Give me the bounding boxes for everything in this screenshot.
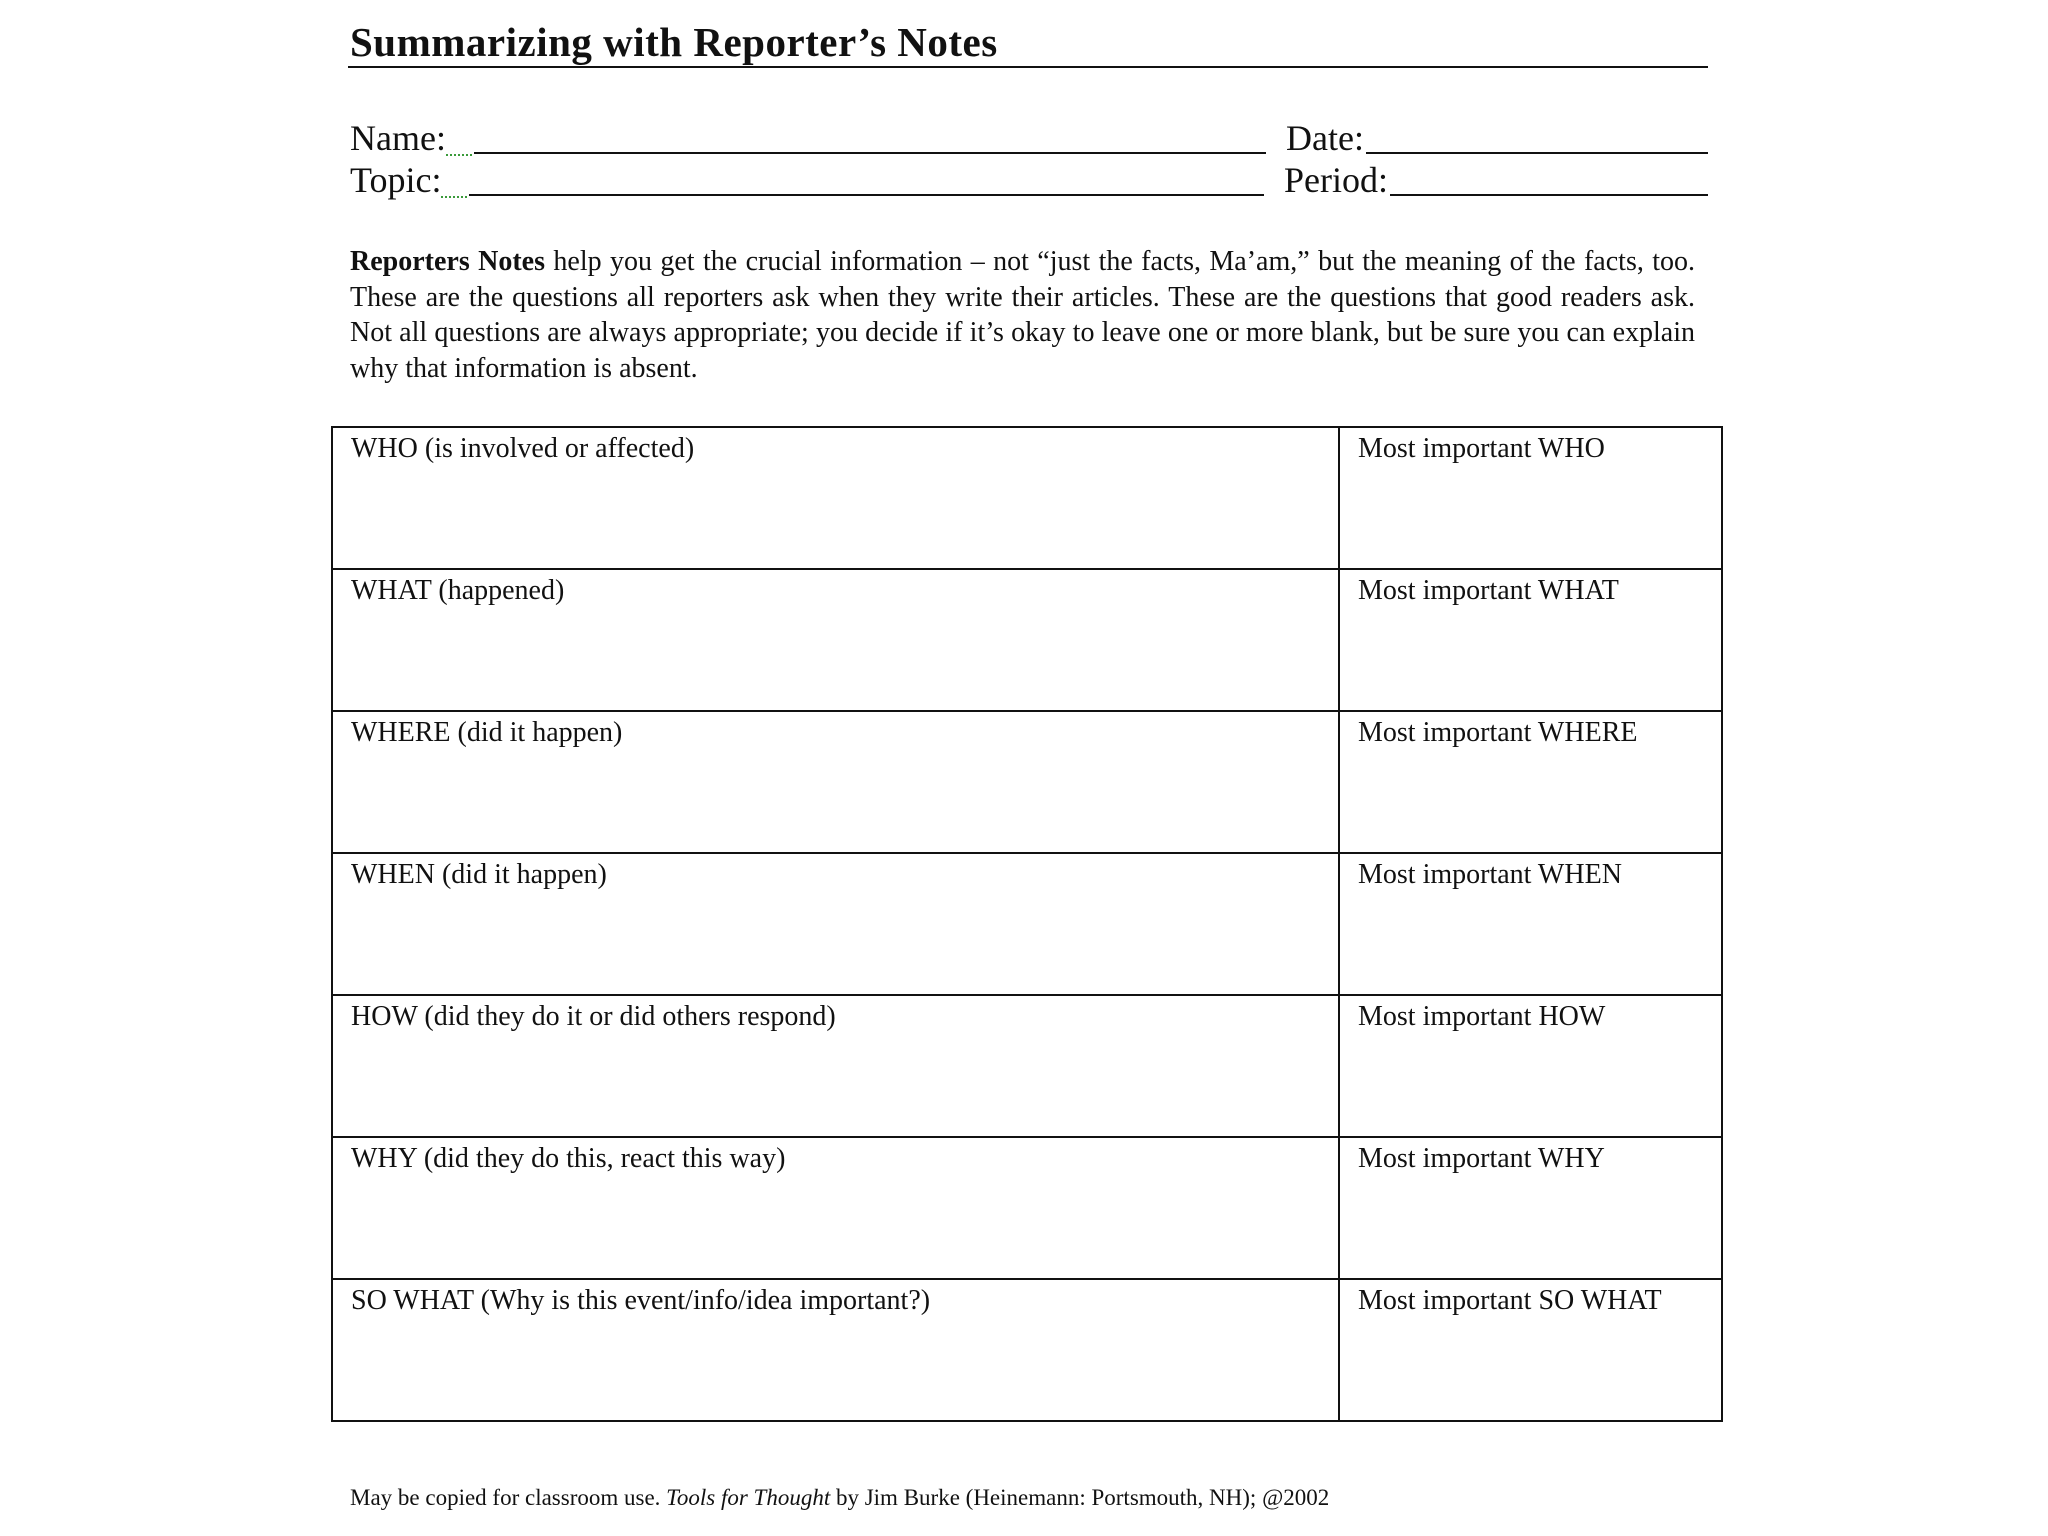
- question-cell-when[interactable]: WHEN (did it happen): [332, 853, 1339, 995]
- spellcheck-squiggle: [441, 190, 467, 198]
- intro-body: help you get the crucial information – not “just the facts, Ma’am,” but the meaning of the facts, too. These are the questions all reporters ask when they write their articles. These are the questions that good readers ask. Not all questions are always appropriate; you decide if it’s okay to leave one or more blank, but be sure you can explain why that information is absent.: [350, 246, 1696, 384]
- footer-suffix: by Jim Burke (Heinemann: Portsmouth, NH); @2002: [830, 1485, 1330, 1510]
- date-field[interactable]: [1286, 118, 1708, 158]
- question-cell-where[interactable]: WHERE (did it happen): [332, 711, 1339, 853]
- period-blank-line[interactable]: [1390, 194, 1708, 196]
- footer-book-title: Tools for Thought: [666, 1485, 831, 1510]
- name-field[interactable]: [350, 118, 1266, 158]
- question-cell-who[interactable]: WHO (is involved or affected): [332, 427, 1339, 569]
- topic-label: Topic:: [350, 160, 442, 200]
- question-cell-why[interactable]: WHY (did they do this, react this way): [332, 1137, 1339, 1279]
- spellcheck-squiggle: [446, 148, 472, 156]
- name-blank-line[interactable]: [474, 152, 1266, 154]
- topic-blank-line[interactable]: [469, 194, 1264, 196]
- question-cell-what[interactable]: WHAT (happened): [332, 569, 1339, 711]
- most-important-cell-where[interactable]: Most important WHERE: [1339, 711, 1722, 853]
- table-row: [332, 711, 1722, 853]
- most-important-cell-why[interactable]: Most important WHY: [1339, 1137, 1722, 1279]
- table-row: [332, 569, 1722, 711]
- most-important-cell-what[interactable]: Most important WHAT: [1339, 569, 1722, 711]
- table-row: [332, 995, 1722, 1137]
- title-underline: [348, 66, 1708, 68]
- footer-prefix: May be copied for classroom use.: [350, 1485, 667, 1510]
- most-important-cell-who[interactable]: Most important WHO: [1339, 427, 1722, 569]
- table-row: [332, 1137, 1722, 1279]
- copyright-footer: [350, 1484, 1329, 1512]
- question-cell-so-what[interactable]: SO WHAT (Why is this event/info/idea important?): [332, 1279, 1339, 1421]
- date-label: Date:: [1286, 118, 1364, 158]
- table-row: [332, 427, 1722, 569]
- name-label: Name:: [350, 118, 446, 158]
- most-important-cell-so-what[interactable]: Most important SO WHAT: [1339, 1279, 1722, 1421]
- intro-paragraph: [350, 244, 1695, 386]
- table-row: [332, 1279, 1722, 1421]
- period-label: Period:: [1284, 160, 1388, 200]
- most-important-cell-how[interactable]: Most important HOW: [1339, 995, 1722, 1137]
- table-row: [332, 853, 1722, 995]
- most-important-cell-when[interactable]: Most important WHEN: [1339, 853, 1722, 995]
- reporters-notes-table: [331, 426, 1723, 1422]
- question-cell-how[interactable]: HOW (did they do it or did others respond): [332, 995, 1339, 1137]
- topic-field[interactable]: [350, 160, 1264, 200]
- worksheet-title: Summarizing with Reporter’s Notes: [350, 19, 998, 65]
- period-field[interactable]: [1284, 160, 1708, 200]
- date-blank-line[interactable]: [1366, 152, 1708, 154]
- intro-lead: Reporters Notes: [350, 246, 545, 277]
